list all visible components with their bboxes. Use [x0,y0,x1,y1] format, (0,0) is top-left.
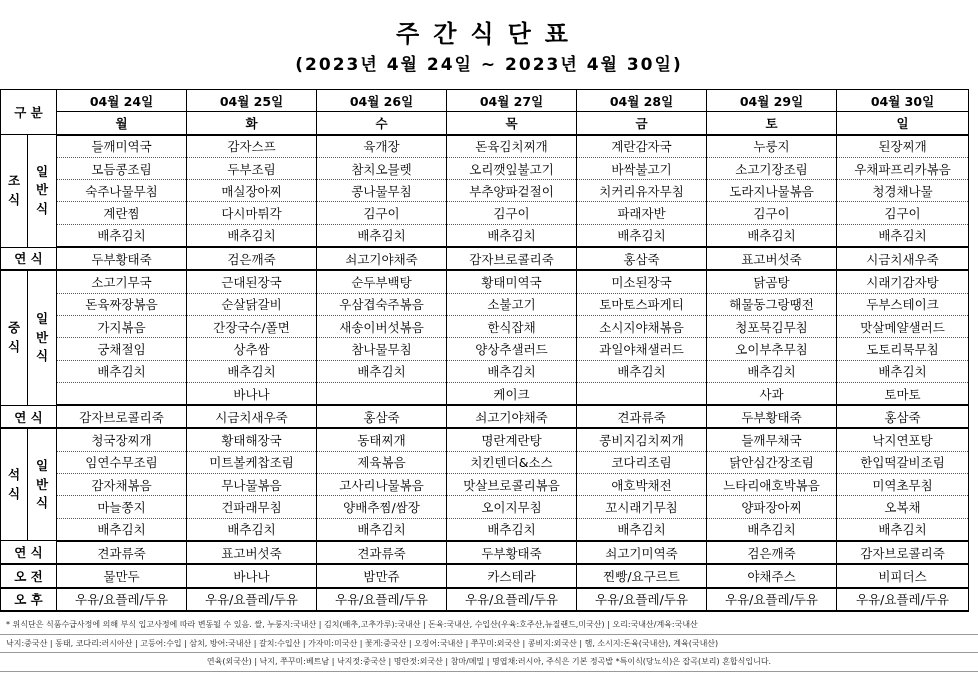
menu-item: 가지볶음 [57,315,187,337]
menu-item: 배추김치 [317,518,447,541]
dinner-label [1,428,28,540]
menu-item: 명란계란탕 [447,428,577,451]
label-text: 중식 [7,320,21,355]
menu-item: 홍삼죽 [317,405,447,428]
date-header: 04월 25일 [187,90,317,112]
menu-item: 감자스프 [187,135,317,158]
menu-item: 감자브로콜리죽 [57,405,187,428]
menu-item: 치커리유자무침 [577,180,707,202]
menu-item: 토마토 [837,382,969,405]
table-row [1,247,969,270]
menu-item: 건파래무침 [187,496,317,518]
menu-item: 순두부백탕 [317,270,447,293]
menu-item: 황태미역국 [447,270,577,293]
menu-item: 우채파프리카볶음 [837,157,969,179]
menu-item: 밤만쥬 [317,564,447,587]
menu-item: 양파장아찌 [707,496,837,518]
table-row [1,474,969,496]
date-header: 04월 30일 [837,90,969,112]
menu-item: 임연수무조림 [57,451,187,473]
menu-item [57,382,187,405]
menu-item: 시금치새우죽 [187,405,317,428]
menu-item: 청경채나물 [837,180,969,202]
label-text: 일반식 [35,310,49,364]
menu-item: 검은깨죽 [187,247,317,270]
day-header: 일 [837,112,969,135]
menu-item: 된장찌개 [837,135,969,158]
menu-item: 검은깨죽 [707,541,837,564]
menu-item: 매실장아찌 [187,180,317,202]
afternoon-snack-label: 오 후 [1,588,57,611]
menu-item: 미소된장국 [577,270,707,293]
menu-item: 감자브로콜리죽 [837,541,969,564]
day-header: 목 [447,112,577,135]
menu-item: 코다리조림 [577,451,707,473]
menu-item: 배추김치 [57,224,187,247]
menu-item: 미역초무침 [837,474,969,496]
menu-item: 배추김치 [707,518,837,541]
menu-item: 배추김치 [187,518,317,541]
menu-item: 두부조림 [187,157,317,179]
menu-item: 바나나 [187,382,317,405]
date-header: 04월 27일 [447,90,577,112]
menu-item: 표고버섯죽 [707,247,837,270]
menu-item: 찐빵/요구르트 [577,564,707,587]
menu-item: 배추김치 [577,360,707,382]
label-text: 석식 [7,467,21,501]
menu-item: 고사리나물볶음 [317,474,447,496]
menu-item: 견과류죽 [57,541,187,564]
menu-item [577,382,707,405]
menu-item: 한식잡채 [447,315,577,337]
menu-item: 우유/요플레/두유 [837,588,969,611]
menu-item: 우유/요플레/두유 [317,588,447,611]
menu-item: 케이크 [447,382,577,405]
menu-item: 토마토스파게티 [577,293,707,315]
menu-item: 두부황태죽 [57,247,187,270]
menu-item: 참나물무침 [317,338,447,360]
menu-item: 배추김치 [837,360,969,382]
menu-item: 오이부추무침 [707,338,837,360]
menu-item: 쇠고기미역죽 [577,541,707,564]
menu-item: 소불고기 [447,293,577,315]
menu-item: 청국장찌개 [57,428,187,451]
menu-item: 맛살메얄샐러드 [837,315,969,337]
day-header: 화 [187,112,317,135]
menu-item: 두부황태죽 [707,405,837,428]
table-row [1,157,969,179]
menu-item: 우삼겹숙주볶음 [317,293,447,315]
menu-item: 소고기무국 [57,270,187,293]
menu-item: 마늘쫑지 [57,496,187,518]
menu-item: 견과류죽 [317,541,447,564]
weekly-menu-table [0,89,969,612]
breakfast-label [1,135,28,247]
menu-item: 근대된장국 [187,270,317,293]
menu-item: 배추김치 [317,360,447,382]
date-header: 04월 26일 [317,90,447,112]
menu-item: 참치오믈렛 [317,157,447,179]
menu-item: 제육볶음 [317,451,447,473]
table-row [1,360,969,382]
menu-item: 배추김치 [577,224,707,247]
menu-item: 김구이 [707,202,837,224]
day-header: 월 [57,112,187,135]
menu-item: 우유/요플레/두유 [577,588,707,611]
table-row [1,496,969,518]
general-label [28,135,57,247]
menu-item: 오이지무침 [447,496,577,518]
menu-item: 쇠고기야채죽 [447,405,577,428]
menu-item: 낙지연포탕 [837,428,969,451]
table-row [1,270,969,293]
menu-item: 계란찜 [57,202,187,224]
table-row [1,135,969,158]
menu-item: 비피더스 [837,564,969,587]
menu-item: 시금치새우죽 [837,247,969,270]
menu-item: 황태해장국 [187,428,317,451]
lunch-label [1,270,28,405]
menu-item: 청포묵김무침 [707,315,837,337]
page-title: 주간식단표 [396,20,582,48]
menu-item: 홍삼죽 [577,247,707,270]
menu-item: 배추김치 [707,224,837,247]
menu-item: 사과 [707,382,837,405]
menu-item: 간장국수/폴면 [187,315,317,337]
menu-item: 치킨텐더&소스 [447,451,577,473]
menu-item: 꼬시래기무침 [577,496,707,518]
menu-item: 두부황태죽 [447,541,577,564]
label-text: 일반식 [35,163,49,217]
menu-item: 들깨미역국 [57,135,187,158]
menu-item: 소고기장조림 [707,157,837,179]
footnote-line: 연육(외국산) | 낙지, 쭈꾸미:베트남 | 낙지젓:중국산 | 명란젓:외국산 | 참마/메밀 | 명엽채:러시아, 주식은 기본 정곡밥 *특이식(당뇨식)은 잡곡(보리) 혼합식입니다. [0,653,978,672]
menu-item [317,382,447,405]
table-row [1,112,969,135]
general-label [28,428,57,540]
menu-item: 배추김치 [447,518,577,541]
menu-item: 소시지야채볶음 [577,315,707,337]
menu-item: 미트볼케찹조림 [187,451,317,473]
menu-item: 양상추샐러드 [447,338,577,360]
gubun-header: 구 분 [1,90,57,135]
menu-item: 배추김치 [317,224,447,247]
menu-item: 콩나물무침 [317,180,447,202]
menu-item: 애호박채전 [577,474,707,496]
menu-item: 견과류죽 [577,405,707,428]
menu-item: 순살닭갈비 [187,293,317,315]
menu-item: 숙주나물무침 [57,180,187,202]
table-row [1,90,969,112]
menu-item: 돈육짜장볶음 [57,293,187,315]
menu-item: 궁채절임 [57,338,187,360]
menu-item: 해물동그랑땡전 [707,293,837,315]
menu-item: 우유/요플레/두유 [447,588,577,611]
menu-item: 쇠고기야채죽 [317,247,447,270]
menu-item: 느타리애호박볶음 [707,474,837,496]
table-row [1,315,969,337]
date-range: (2023년 4월 24일 ~ 2023년 4월 30일) [295,55,683,75]
menu-item: 무나물볶음 [187,474,317,496]
menu-item: 우유/요플레/두유 [57,588,187,611]
general-label [28,270,57,405]
table-row [1,180,969,202]
date-header: 04월 29일 [707,90,837,112]
menu-item: 맛살브로콜리볶음 [447,474,577,496]
footnote-line: * 위식단은 식품수급사정에 의해 부식 입고사정에 따라 변동될 수 있음. 쌀, 누룽지:국내산 | 김치(배추,고추가루):국내산 | 돈육:국내산, 수입산(우육:호주산,뉴질랜드,미국산) | 오리:국내산/계육:국내산 [0,616,978,635]
menu-item: 육개장 [317,135,447,158]
table-row [1,293,969,315]
menu-item: 배추김치 [187,224,317,247]
menu-item: 콩비지김치찌개 [577,428,707,451]
soft-diet-label: 연 식 [1,247,57,270]
menu-item: 배추김치 [837,518,969,541]
menu-item: 파래자반 [577,202,707,224]
table-row [1,564,969,587]
day-header: 금 [577,112,707,135]
table-row [1,451,969,473]
menu-item: 감자채볶음 [57,474,187,496]
menu-item: 새송이버섯볶음 [317,315,447,337]
menu-item: 부추양파겉절이 [447,180,577,202]
menu-item: 배추김치 [57,518,187,541]
menu-item: 들깨무채국 [707,428,837,451]
menu-item: 모듬콩조림 [57,157,187,179]
menu-item: 시래기감자탕 [837,270,969,293]
table-row [1,382,969,405]
menu-item: 오리깻잎불고기 [447,157,577,179]
menu-item: 감자브로콜리죽 [447,247,577,270]
table-row [1,518,969,541]
table-row [1,428,969,451]
menu-item: 닭안심간장조림 [707,451,837,473]
menu-item: 한입떡갈비조림 [837,451,969,473]
footnote-line: 낙지:중국산 | 동태, 코다리:러시아산 | 고등어:수입 | 삼치, 방어:국내산 | 갈치:수입산 | 가자미:미국산 | 꽃게:중국산 | 오징어:국내산 | 쭈꾸미:외국산 | 콩비지:외국산 | 햄, 소시지:돈육(국내산), 계육(국내산) [0,635,978,654]
menu-item: 도라지나물볶음 [707,180,837,202]
morning-snack-label: 오 전 [1,564,57,587]
table-row [1,405,969,428]
label-text: 일반식 [35,457,49,511]
menu-item: 배추김치 [577,518,707,541]
menu-item: 다시마튀각 [187,202,317,224]
menu-item: 배추김치 [187,360,317,382]
soft-diet-label: 연 식 [1,541,57,564]
menu-item: 김구이 [447,202,577,224]
menu-item: 홍삼죽 [837,405,969,428]
menu-item: 오복채 [837,496,969,518]
menu-item: 동태찌개 [317,428,447,451]
date-header: 04월 24일 [57,90,187,112]
menu-item: 배추김치 [707,360,837,382]
menu-item: 바싹불고기 [577,157,707,179]
menu-item: 김구이 [317,202,447,224]
table-row [1,541,969,564]
day-header: 토 [707,112,837,135]
menu-item: 두부스테이크 [837,293,969,315]
date-header: 04월 28일 [577,90,707,112]
menu-item: 돈육김치찌개 [447,135,577,158]
menu-item: 상추쌈 [187,338,317,360]
table-row [1,202,969,224]
menu-item: 배추김치 [447,224,577,247]
footnotes [0,616,978,672]
menu-item: 우유/요플레/두유 [707,588,837,611]
menu-item: 바나나 [187,564,317,587]
menu-item: 계란감자국 [577,135,707,158]
table-row [1,338,969,360]
label-text: 조식 [7,173,21,207]
menu-item: 김구이 [837,202,969,224]
menu-item: 배추김치 [837,224,969,247]
menu-item: 카스테라 [447,564,577,587]
menu-item: 표고버섯죽 [187,541,317,564]
menu-item: 양배추찜/쌈장 [317,496,447,518]
table-row [1,224,969,247]
soft-diet-label: 연 식 [1,405,57,428]
menu-item: 배추김치 [447,360,577,382]
table-row [1,588,969,611]
menu-item: 야채주스 [707,564,837,587]
menu-item: 과일야채샐러드 [577,338,707,360]
menu-item: 물만두 [57,564,187,587]
menu-item: 배추김치 [57,360,187,382]
menu-item: 도토리묵무침 [837,338,969,360]
menu-item: 닭곰탕 [707,270,837,293]
menu-item: 누룽지 [707,135,837,158]
day-header: 수 [317,112,447,135]
menu-item: 우유/요플레/두유 [187,588,317,611]
